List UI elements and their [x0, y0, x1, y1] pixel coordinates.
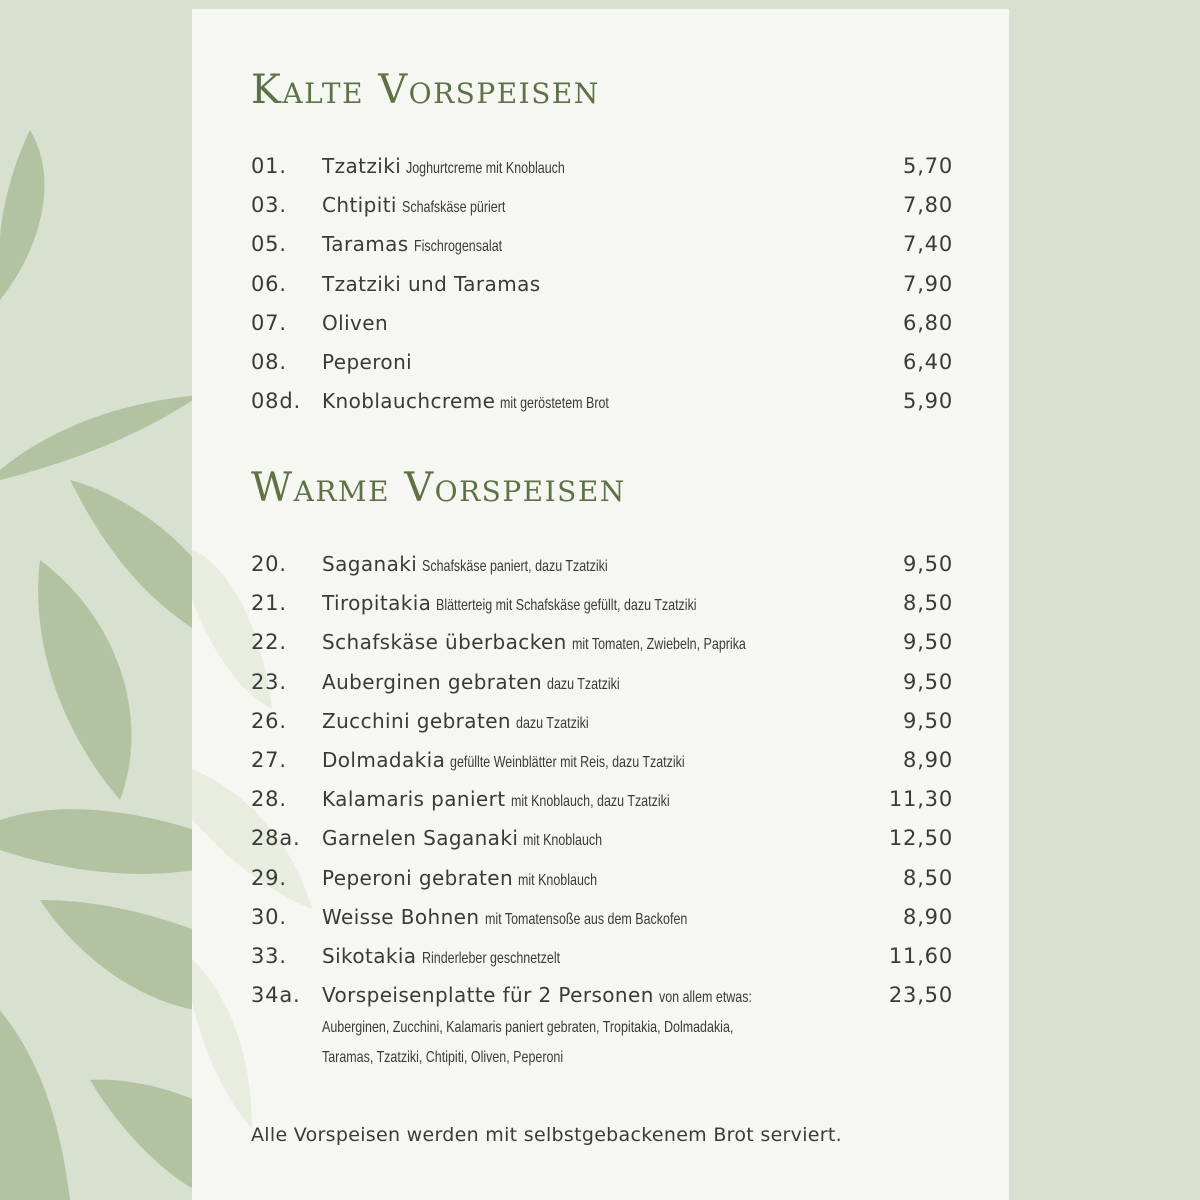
item-text: [322, 151, 882, 184]
item-name: Sikotakia: [322, 943, 417, 968]
item-price: 5,70: [903, 154, 953, 178]
item-description: mit geröstetem Brot: [500, 395, 610, 413]
menu-item: [251, 588, 953, 627]
item-text: [322, 745, 882, 778]
item-description: mit Tomaten, Zwiebeln, Paprika: [571, 636, 746, 654]
item-description-line: Auberginen, Zucchini, Kalamaris paniert gebraten, Tropitakia, Dolmadakia,: [322, 1019, 734, 1037]
item-description-line: Taramas, Tzatziki, Chtipiti, Oliven, Peperoni: [322, 1049, 564, 1067]
item-name: Saganaki: [322, 552, 418, 576]
section-title-warme-vorspeisen: Warme Vorspeisen: [251, 465, 626, 511]
item-text: [322, 823, 882, 856]
item-text: [322, 588, 882, 621]
menu-card: [192, 9, 1009, 1200]
item-price: 11,30: [888, 787, 953, 812]
item-text: [322, 308, 882, 340]
menu-item: [251, 229, 953, 268]
item-price: 12,50: [888, 826, 953, 851]
item-number: 20.: [251, 552, 287, 576]
item-description: dazu Tzatziki: [516, 714, 589, 732]
item-name: Garnelen Saganaki: [322, 826, 519, 851]
item-price: 6,40: [903, 349, 953, 374]
item-price: 8,90: [903, 747, 953, 772]
item-number: 29.: [251, 865, 287, 890]
item-name: Peperoni: [322, 349, 413, 374]
footnote: Alle Vorspeisen werden mit selbstgebackenem Brot serviert.: [251, 1124, 842, 1146]
item-name: Tzatziki und Taramas: [322, 271, 541, 296]
item-price: 7,80: [903, 193, 953, 218]
item-price: 9,50: [903, 630, 953, 655]
item-price: 23,50: [888, 983, 953, 1008]
item-price: 7,40: [903, 232, 953, 257]
menu-item: [251, 941, 953, 980]
item-name: Oliven: [322, 310, 389, 335]
item-name: Tiropitakia: [322, 591, 432, 616]
item-number: 05.: [251, 232, 287, 257]
item-name: Tzatziki: [322, 154, 402, 178]
menu-item: [251, 784, 953, 823]
item-text: [322, 863, 882, 896]
item-name: Weisse Bohnen: [322, 904, 480, 929]
item-name: Vorspeisenplatte für 2 Personen: [322, 983, 654, 1008]
item-description: Fischrogensalat: [413, 238, 502, 256]
item-number: 28a.: [251, 826, 301, 851]
item-text: [322, 980, 882, 1073]
leaf-shape: [70, 480, 195, 630]
menu-item: [251, 627, 953, 666]
item-description: Joghurtcreme mit Knoblauch: [406, 160, 566, 177]
item-number: 07.: [251, 310, 287, 335]
item-number: 01.: [251, 154, 287, 178]
item-text: [322, 667, 882, 700]
leaf-shape: [0, 395, 200, 480]
item-number: 28.: [251, 787, 287, 812]
item-price: 6,80: [903, 310, 953, 335]
menu-list-kalte-vorspeisen: [251, 151, 953, 425]
section-title-kalte-vorspeisen: Kalte Vorspeisen: [251, 67, 600, 113]
item-name: Zucchini gebraten: [322, 708, 511, 733]
item-description: Schafskäse püriert: [401, 199, 506, 217]
menu-item: [251, 667, 953, 706]
item-text: [322, 902, 882, 935]
menu-item: [251, 190, 953, 229]
menu-item: [251, 151, 953, 190]
menu-content: [192, 9, 1009, 1200]
item-text: [322, 386, 882, 419]
item-description: dazu Tzatziki: [547, 675, 620, 693]
leaf-shape: [0, 130, 44, 300]
item-price: 8,50: [903, 591, 953, 616]
menu-item: [251, 347, 953, 386]
leaf-shape: [0, 809, 195, 874]
item-number: 03.: [251, 193, 287, 218]
item-description: mit Knoblauch: [518, 871, 598, 889]
item-price: 8,90: [903, 904, 953, 929]
menu-item: [251, 902, 953, 941]
item-name: Knoblauchcreme: [322, 389, 496, 414]
menu-item: [251, 386, 953, 425]
item-number: 21.: [251, 591, 287, 616]
leaf-shape: [40, 900, 195, 1010]
item-text: [322, 941, 882, 974]
item-text: [322, 549, 882, 582]
item-number: 27.: [251, 747, 287, 772]
menu-item: [251, 745, 953, 784]
item-description: Rinderleber geschnetzelt: [421, 949, 560, 967]
item-name: Schafskäse überbacken: [322, 630, 567, 655]
item-number: 30.: [251, 904, 287, 929]
item-price: 8,50: [903, 865, 953, 890]
item-price: 9,50: [903, 552, 953, 576]
menu-list-warme-vorspeisen: [251, 549, 953, 1073]
item-number: 26.: [251, 708, 287, 733]
item-description: Schafskäse paniert, dazu Tzatziki: [422, 558, 608, 575]
item-number: 34a.: [251, 983, 301, 1008]
item-number: 06.: [251, 271, 287, 296]
item-description: mit Tomatensoße aus dem Backofen: [484, 910, 687, 928]
item-name: Peperoni gebraten: [322, 865, 514, 890]
item-price: 5,90: [903, 389, 953, 414]
item-number: 23.: [251, 669, 287, 694]
item-number: 33.: [251, 943, 287, 968]
leaf-shape: [90, 1080, 195, 1190]
menu-item: [251, 269, 953, 308]
menu-item: [251, 308, 953, 347]
menu-item: [251, 980, 953, 1073]
item-text: [322, 269, 882, 301]
item-name: Dolmadakia: [322, 747, 446, 772]
item-text: [322, 347, 882, 379]
leaf-shape: [0, 1010, 70, 1200]
item-text: [322, 190, 882, 223]
item-text: [322, 784, 882, 817]
item-description: mit Knoblauch: [523, 832, 603, 850]
item-name: Kalamaris paniert: [322, 787, 506, 812]
item-price: 9,50: [903, 669, 953, 694]
item-name: Taramas: [322, 232, 409, 257]
item-number: 22.: [251, 630, 287, 655]
menu-item: [251, 549, 953, 588]
item-text: [322, 706, 882, 739]
item-price: 11,60: [888, 943, 953, 968]
item-description: gefüllte Weinblätter mit Reis, dazu Tzatziki: [450, 753, 686, 771]
item-text: [322, 229, 882, 262]
menu-item: [251, 706, 953, 745]
menu-item: [251, 823, 953, 862]
item-price: 9,50: [903, 708, 953, 733]
item-name: Auberginen gebraten: [322, 669, 543, 694]
menu-item: [251, 863, 953, 902]
item-description: von allem etwas:: [658, 989, 752, 1007]
item-price: 7,90: [903, 271, 953, 296]
item-text: [322, 627, 882, 660]
leaf-shape: [38, 560, 131, 800]
item-name: Chtipiti: [322, 193, 397, 218]
item-description: Blätterteig mit Schafskäse gefüllt, dazu Tzatziki: [436, 597, 698, 615]
item-description: mit Knoblauch, dazu Tzatziki: [510, 793, 670, 811]
item-number: 08.: [251, 349, 287, 374]
item-number: 08d.: [251, 389, 301, 414]
